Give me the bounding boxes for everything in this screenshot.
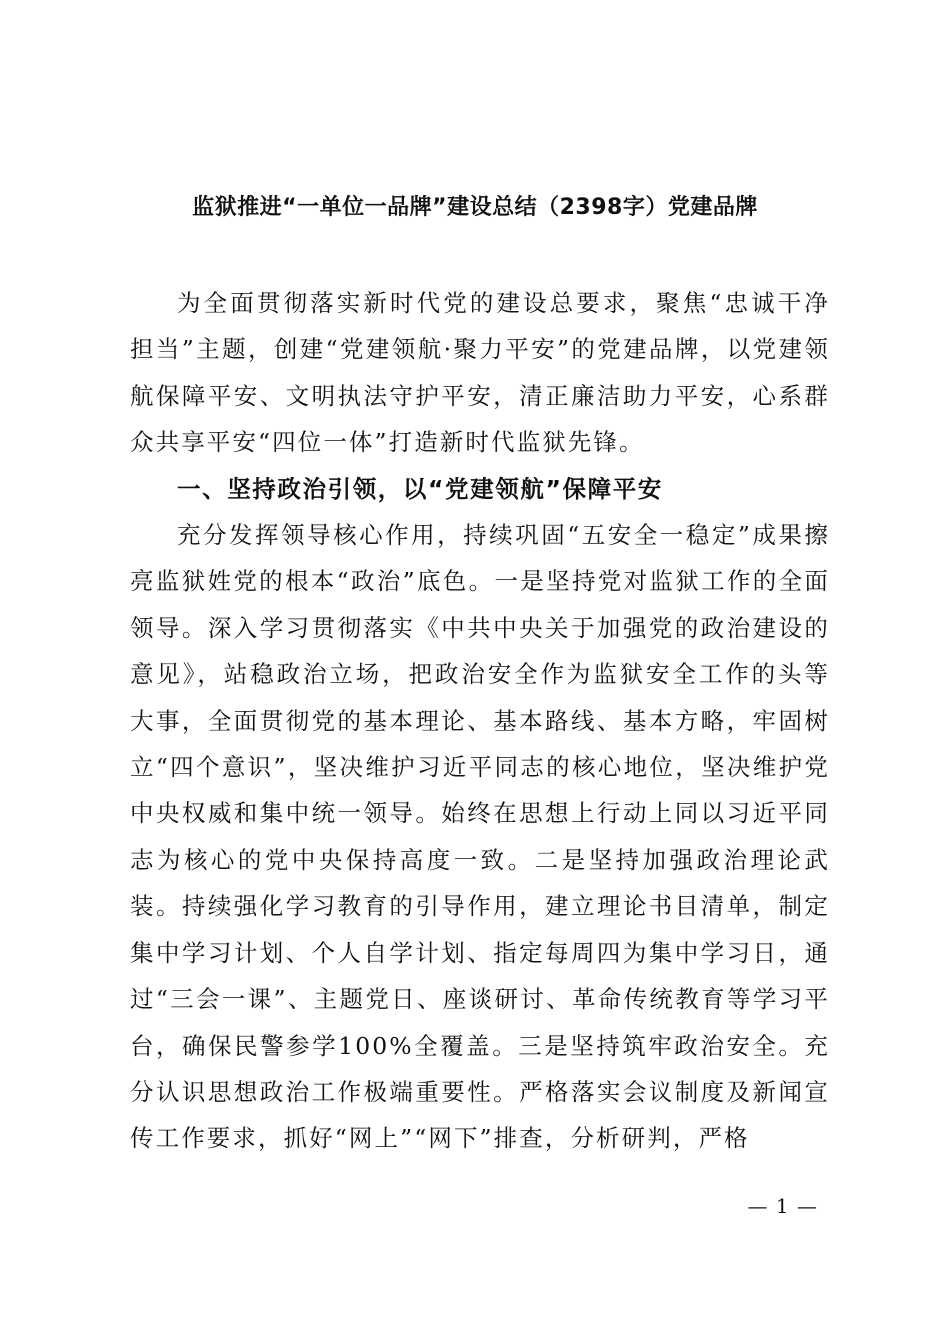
section-heading: 一、坚持政治引领，以“党建领航”保障平安 (177, 474, 663, 503)
section-paragraph: 充分发挥领导核心作用，持续巩固“五安全一稳定”成果擦亮监狱姓党的根本“政治”底色。一是坚持党对监狱工作的全面领导。深入学习贯彻落实《中共中央关于加强党的政治建设的意见》，站稳政治立场，把政治安全作为监狱安全工作的头等大事，全面贯彻党的基本理论、基本路线、基本方略，牢固树立“四个意识”，坚决维护习近平同志的核心地位，坚决维护党中央权威和集中统一领导。始终在思想上行动上同以习近平同志为核心的党中央保持高度一致。二是坚持加强政治理论武装。持续强化学习教育的引导作用，建立理论书目清单，制定集中学习计划、个人自学计划、指定每周四为集中学习日，通过“三会一课”、主题党日、座谈研讨、革命传统教育等学习平台，确保民警参学100%全覆盖。三是坚持筑牢政治安全。充分认识思想政治工作极端重要性。严格落实会议制度及新闻宣传工作要求，抓好“网上”“网下”排查，分析研判，严格 (130, 521, 830, 1153)
document-body (130, 280, 830, 1162)
document-title: 监狱推进“一单位一品牌”建设总结（2398字）党建品牌 (192, 195, 758, 220)
intro-paragraph: 为全面贯彻落实新时代党的建设总要求，聚焦“忠诚干净担当”主题，创建“党建领航·聚力平安”的党建品牌，以党建领航保障平安、文明执法守护平安，清正廉洁助力平安，心系群众共享平安“四位一体”打造新时代监狱先锋。 (130, 289, 830, 457)
page-number: — 1 — (747, 1194, 818, 1218)
